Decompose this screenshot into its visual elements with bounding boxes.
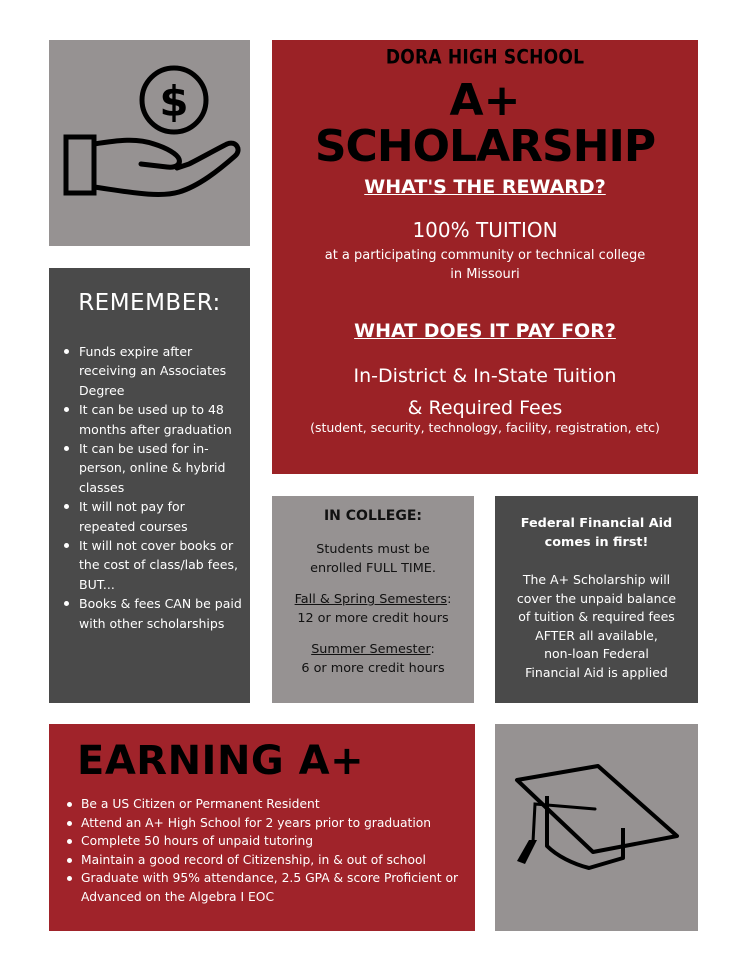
college-line1: Students must be xyxy=(316,542,430,557)
federal-title-line2: comes in first! xyxy=(544,535,649,550)
summer-semester-hours: 6 or more credit hours xyxy=(301,661,445,676)
remember-panel xyxy=(49,268,250,703)
pays-for-headline xyxy=(272,360,698,424)
title-aplus: A+ xyxy=(449,75,521,126)
in-college-text xyxy=(272,540,474,678)
reward-detail xyxy=(272,246,698,284)
federal-aid-panel xyxy=(495,496,698,703)
federal-text-line: of tuition & required fees xyxy=(518,609,675,625)
college-line2: enrolled FULL TIME. xyxy=(310,561,436,576)
federal-text-line: non-loan Federal xyxy=(544,646,649,662)
list-item: Attend an A+ High School for 2 years prior to graduation xyxy=(63,814,473,833)
list-item: Be a US Citizen or Permanent Resident xyxy=(63,795,473,814)
remember-list xyxy=(59,342,245,633)
money-hand-icon xyxy=(49,40,250,246)
federal-text-line: The A+ Scholarship will xyxy=(522,572,671,587)
graduation-cap-icon xyxy=(495,724,698,931)
federal-text-line: AFTER all available, xyxy=(535,627,658,643)
list-item: It will not cover books or the cost of class/lab fees, BUT... xyxy=(59,536,245,594)
federal-aid-title xyxy=(495,514,698,552)
in-college-panel xyxy=(272,496,474,703)
reward-question: WHAT'S THE REWARD? xyxy=(364,176,606,198)
fall-semester-colon: : xyxy=(447,592,452,607)
pays-for-line1: In-District & In-State Tuition xyxy=(353,365,617,387)
list-item: Complete 50 hours of unpaid tutoring xyxy=(63,832,473,851)
earning-list xyxy=(63,795,473,907)
list-item: It can be used for in-person, online & hybrid classes xyxy=(59,439,245,497)
earning-aplus-panel xyxy=(49,724,475,931)
reward-detail-line1: at a participating community or technical college xyxy=(324,248,646,263)
federal-title-line1: Federal Financial Aid xyxy=(520,516,673,531)
pays-for-detail: (student, security, technology, facility, registration, etc) xyxy=(310,420,660,435)
money-icon-panel xyxy=(49,40,250,246)
fall-semester-heading xyxy=(272,590,474,609)
federal-text-line: cover the unpaid balance xyxy=(516,590,677,606)
summer-semester-colon: : xyxy=(430,642,435,657)
pays-for-line2: & Required Fees xyxy=(407,397,563,419)
svg-text:$: $ xyxy=(159,77,189,126)
summer-semester-label: Summer Semester xyxy=(311,642,431,657)
list-item: Graduate with 95% attendance, 2.5 GPA & score Proficient or Advanced on the Algebra I EOC xyxy=(63,869,473,906)
school-name: DORA HIGH SCHOOL xyxy=(385,45,585,69)
in-college-title: IN COLLEGE: xyxy=(323,508,423,524)
list-item: It can be used up to 48 months after graduation xyxy=(59,400,245,439)
list-item: Maintain a good record of Citizenship, in & out of school xyxy=(63,851,473,870)
remember-title: REMEMBER: xyxy=(78,290,221,316)
fall-semester-label: Fall & Spring Semesters xyxy=(294,592,448,607)
reward-detail-line2: in Missouri xyxy=(450,267,520,282)
earning-title: EARNING A+ xyxy=(77,738,365,784)
list-item: It will not pay for repeated courses xyxy=(59,497,245,536)
federal-text-line: Financial Aid is applied xyxy=(525,664,668,680)
scholarship-main-panel xyxy=(272,40,698,474)
summer-semester-heading xyxy=(272,640,474,659)
list-item: Books & fees CAN be paid with other scholarships xyxy=(59,594,245,633)
fall-semester-hours: 12 or more credit hours xyxy=(297,611,449,626)
federal-aid-text xyxy=(495,571,698,683)
pays-for-question: WHAT DOES IT PAY FOR? xyxy=(354,320,616,342)
list-item: Funds expire after receiving an Associates Degree xyxy=(59,342,245,400)
graduation-cap-panel xyxy=(495,724,698,931)
reward-headline: 100% TUITION xyxy=(412,218,558,242)
title-scholarship: SCHOLARSHIP xyxy=(314,121,656,172)
